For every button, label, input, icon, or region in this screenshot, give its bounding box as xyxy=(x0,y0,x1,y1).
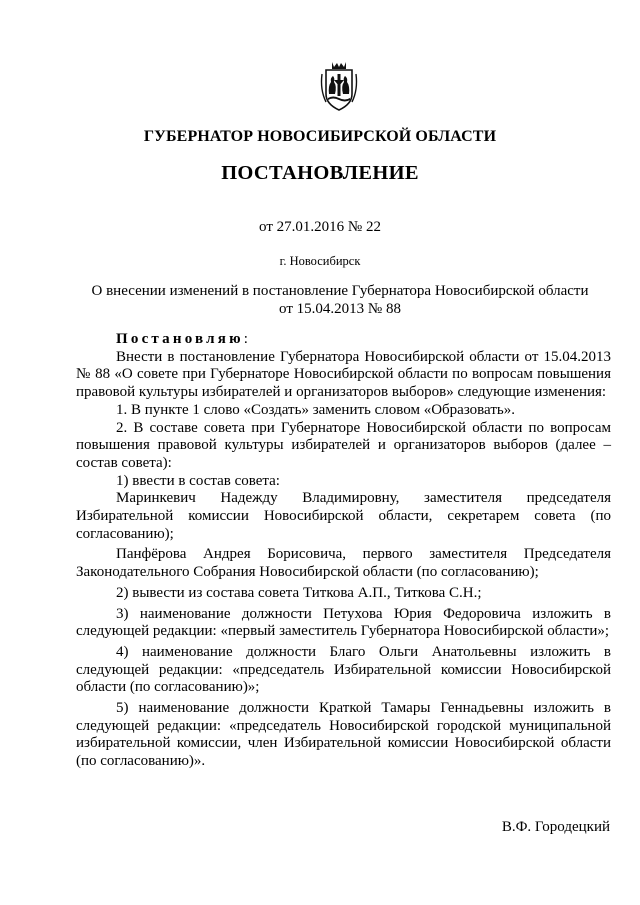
subject-line-1: О внесении изменений в постановление Губернатора Новосибирской области xyxy=(91,283,589,299)
paragraph-3: 2. В составе совета при Губернаторе Новосибирской области по вопросам повышения правовой культуры избирателей и организаторов выборов (далее – состав совета): xyxy=(76,419,611,471)
operative-lead xyxy=(76,331,611,349)
organization-title: ГУБЕРНАТОР НОВОСИБИРСКОЙ ОБЛАСТИ xyxy=(143,128,497,145)
document-subject xyxy=(60,282,620,318)
paragraph-5: Маринкевич Надежду Владимировну, заместителя председателя Избирательной комиссии Новосибирской области, секретарем совета (по согласованию); xyxy=(76,490,611,542)
paragraph-7: 2) вывести из состава совета Титкова А.П., Титкова С.Н.; xyxy=(116,584,482,601)
paragraph-10: 5) наименование должности Краткой Тамары Геннадьевны изложить в следующей редакции: «председатель Новосибирской городской муниципальной избирательной комиссии, член Избирательной комиссии Новосибирской области (по согласованию)». xyxy=(76,700,611,770)
paragraph-2: 1. В пункте 1 слово «Создать» заменить словом «Образовать». xyxy=(116,401,515,418)
subject-line-2: от 15.04.2013 № 88 xyxy=(279,301,401,317)
paragraph-1: Внести в постановление Губернатора Новосибирской области от 15.04.2013 № 88 «О совете при Губернаторе Новосибирской области по вопросам повышения правовой культуры избирателей и организаторов выборов» следующие изменения: xyxy=(76,348,611,401)
coat-of-arms-icon xyxy=(318,60,360,112)
city-line: г. Новосибирск xyxy=(279,254,361,268)
signature-name: В.Ф. Городецкий xyxy=(501,819,610,835)
paragraph-9: 4) наименование должности Благо Ольги Анатольевны изложить в следующей редакции: «председатель Избирательной комиссии Новосибирской области (по согласованию)»; xyxy=(76,643,611,696)
paragraph-6: Панфёрова Андрея Борисовича, первого заместителя Председателя Законодательного Собрания Новосибирской области (по согласованию); xyxy=(76,546,611,581)
document-type: ПОСТАНОВЛЕНИЕ xyxy=(221,162,419,184)
paragraph-8: 3) наименование должности Петухова Юрия Федоровича изложить в следующей редакции: «первый заместитель Губернатора Новосибирской области»; xyxy=(76,605,611,640)
operative-colon: : xyxy=(243,331,248,347)
paragraph-4: 1) ввести в состав совета: xyxy=(116,472,280,489)
date-number-line: от 27.01.2016 № 22 xyxy=(259,219,381,235)
operative-word: Постановляю xyxy=(116,331,244,347)
document-body xyxy=(76,331,611,771)
